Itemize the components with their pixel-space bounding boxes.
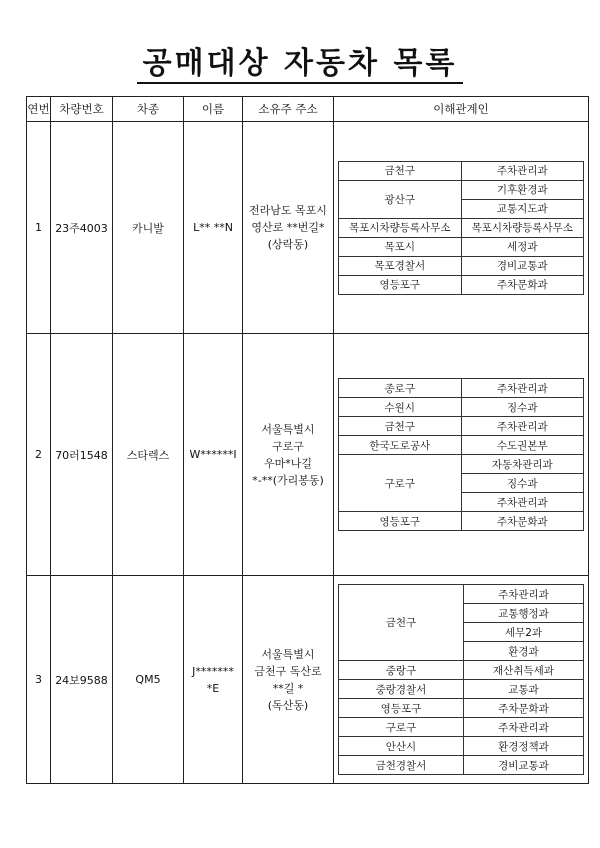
party-org: 금천경찰서 — [339, 756, 464, 775]
party-row — [339, 237, 584, 256]
party-org: 한국도로공사 — [339, 436, 462, 455]
party-org: 영등포구 — [339, 699, 464, 718]
plate-cell: 24보9588 — [51, 576, 113, 784]
header-address: 소유주 주소 — [243, 97, 334, 122]
party-dept: 목포시차량등록사무소 — [461, 218, 584, 237]
vehicle-table — [26, 96, 589, 784]
party-dept: 자동차관리과 — [461, 455, 584, 474]
party-org: 영등포구 — [339, 275, 462, 294]
page-title-text: 공매대상 자동차 목록 — [137, 46, 464, 84]
header-plate: 차량번호 — [51, 97, 113, 122]
party-row — [339, 417, 584, 436]
parties-table — [338, 161, 584, 295]
party-row — [339, 398, 584, 417]
header-serial: 연번 — [27, 97, 51, 122]
parties-table — [338, 378, 584, 531]
header-model: 차종 — [113, 97, 184, 122]
table-header-row — [27, 97, 589, 122]
address-line: 우마*나길 — [263, 456, 312, 470]
party-row — [339, 379, 584, 398]
name-line: J******* — [192, 664, 234, 678]
address-line: **길 * — [272, 681, 304, 695]
party-dept: 주차관리과 — [461, 417, 584, 436]
party-dept: 주차관리과 — [463, 585, 583, 604]
name-line: *E — [206, 681, 220, 695]
model-cell: 카니발 — [113, 122, 184, 334]
plate-cell: 70러1548 — [51, 334, 113, 576]
party-dept: 환경정책과 — [463, 737, 583, 756]
address-line: 서울특별시 — [261, 422, 315, 436]
party-org: 구로구 — [339, 718, 464, 737]
party-dept: 교통과 — [463, 680, 583, 699]
party-org: 금천구 — [339, 161, 462, 180]
model-cell: 스타렉스 — [113, 334, 184, 576]
party-dept: 교통행정과 — [463, 604, 583, 623]
party-org: 중랑구 — [339, 661, 464, 680]
party-dept: 교통지도과 — [461, 199, 584, 218]
parties-cell — [334, 576, 589, 784]
party-dept: 징수과 — [461, 474, 584, 493]
party-dept: 세무2과 — [463, 623, 583, 642]
party-dept: 주차문화과 — [461, 275, 584, 294]
party-dept: 환경과 — [463, 642, 583, 661]
address-line: 서울특별시 — [261, 647, 315, 661]
party-row — [339, 718, 584, 737]
name-cell: L** **N — [184, 122, 243, 334]
party-row — [339, 661, 584, 680]
party-row — [339, 512, 584, 531]
party-row — [339, 680, 584, 699]
table-row — [27, 334, 589, 576]
party-org: 광산구 — [339, 180, 462, 218]
plate-cell: 23주4003 — [51, 122, 113, 334]
party-row — [339, 455, 584, 474]
address-line: 전라남도 목포시 — [249, 204, 327, 217]
address-cell — [243, 576, 334, 784]
serial-cell: 1 — [27, 122, 51, 334]
party-dept: 주차문화과 — [461, 512, 584, 531]
name-cell: W******I — [184, 334, 243, 576]
party-org: 종로구 — [339, 379, 462, 398]
serial-cell: 3 — [27, 576, 51, 784]
party-org: 구로구 — [339, 455, 462, 512]
table-row — [27, 576, 589, 784]
party-row — [339, 699, 584, 718]
party-row — [339, 256, 584, 275]
party-dept: 징수과 — [461, 398, 584, 417]
address-line: (상락동) — [267, 238, 309, 251]
party-row — [339, 585, 584, 604]
party-org: 안산시 — [339, 737, 464, 756]
address-line: *-**(가리봉동) — [252, 473, 324, 487]
serial-cell: 2 — [27, 334, 51, 576]
header-name: 이름 — [184, 97, 243, 122]
name-cell — [184, 576, 243, 784]
party-org: 영등포구 — [339, 512, 462, 531]
party-dept: 경비교통과 — [463, 756, 583, 775]
party-org: 수원시 — [339, 398, 462, 417]
party-row — [339, 737, 584, 756]
party-dept: 수도권본부 — [461, 436, 584, 455]
table-row — [27, 122, 589, 334]
page-title — [0, 38, 600, 82]
address-cell — [243, 334, 334, 576]
party-row — [339, 275, 584, 294]
address-line: 구로구 — [272, 439, 304, 453]
party-dept: 주차관리과 — [461, 161, 584, 180]
party-row — [339, 436, 584, 455]
party-org: 금천구 — [339, 417, 462, 436]
address-line: 금천구 독산로 — [254, 664, 322, 678]
model-cell: QM5 — [113, 576, 184, 784]
party-org: 목포시차량등록사무소 — [339, 218, 462, 237]
party-dept: 경비교통과 — [461, 256, 584, 275]
address-line: (독산동) — [267, 698, 309, 712]
party-dept: 주차관리과 — [461, 379, 584, 398]
address-cell — [243, 122, 334, 334]
parties-cell — [334, 334, 589, 576]
party-row — [339, 161, 584, 180]
party-org: 중랑경찰서 — [339, 680, 464, 699]
party-row — [339, 218, 584, 237]
party-dept: 기후환경과 — [461, 180, 584, 199]
party-org: 목포시 — [339, 237, 462, 256]
party-dept: 재산취득세과 — [463, 661, 583, 680]
party-dept: 주차문화과 — [463, 699, 583, 718]
party-dept: 세정과 — [461, 237, 584, 256]
address-line: 영산로 **번길* — [251, 221, 325, 234]
parties-table — [338, 584, 584, 775]
party-row — [339, 180, 584, 199]
party-org: 금천구 — [339, 585, 464, 661]
header-parties: 이해관계인 — [334, 97, 589, 122]
party-dept: 주차관리과 — [461, 493, 584, 512]
party-row — [339, 756, 584, 775]
party-org: 목포경찰서 — [339, 256, 462, 275]
parties-cell — [334, 122, 589, 334]
party-dept: 주차관리과 — [463, 718, 583, 737]
